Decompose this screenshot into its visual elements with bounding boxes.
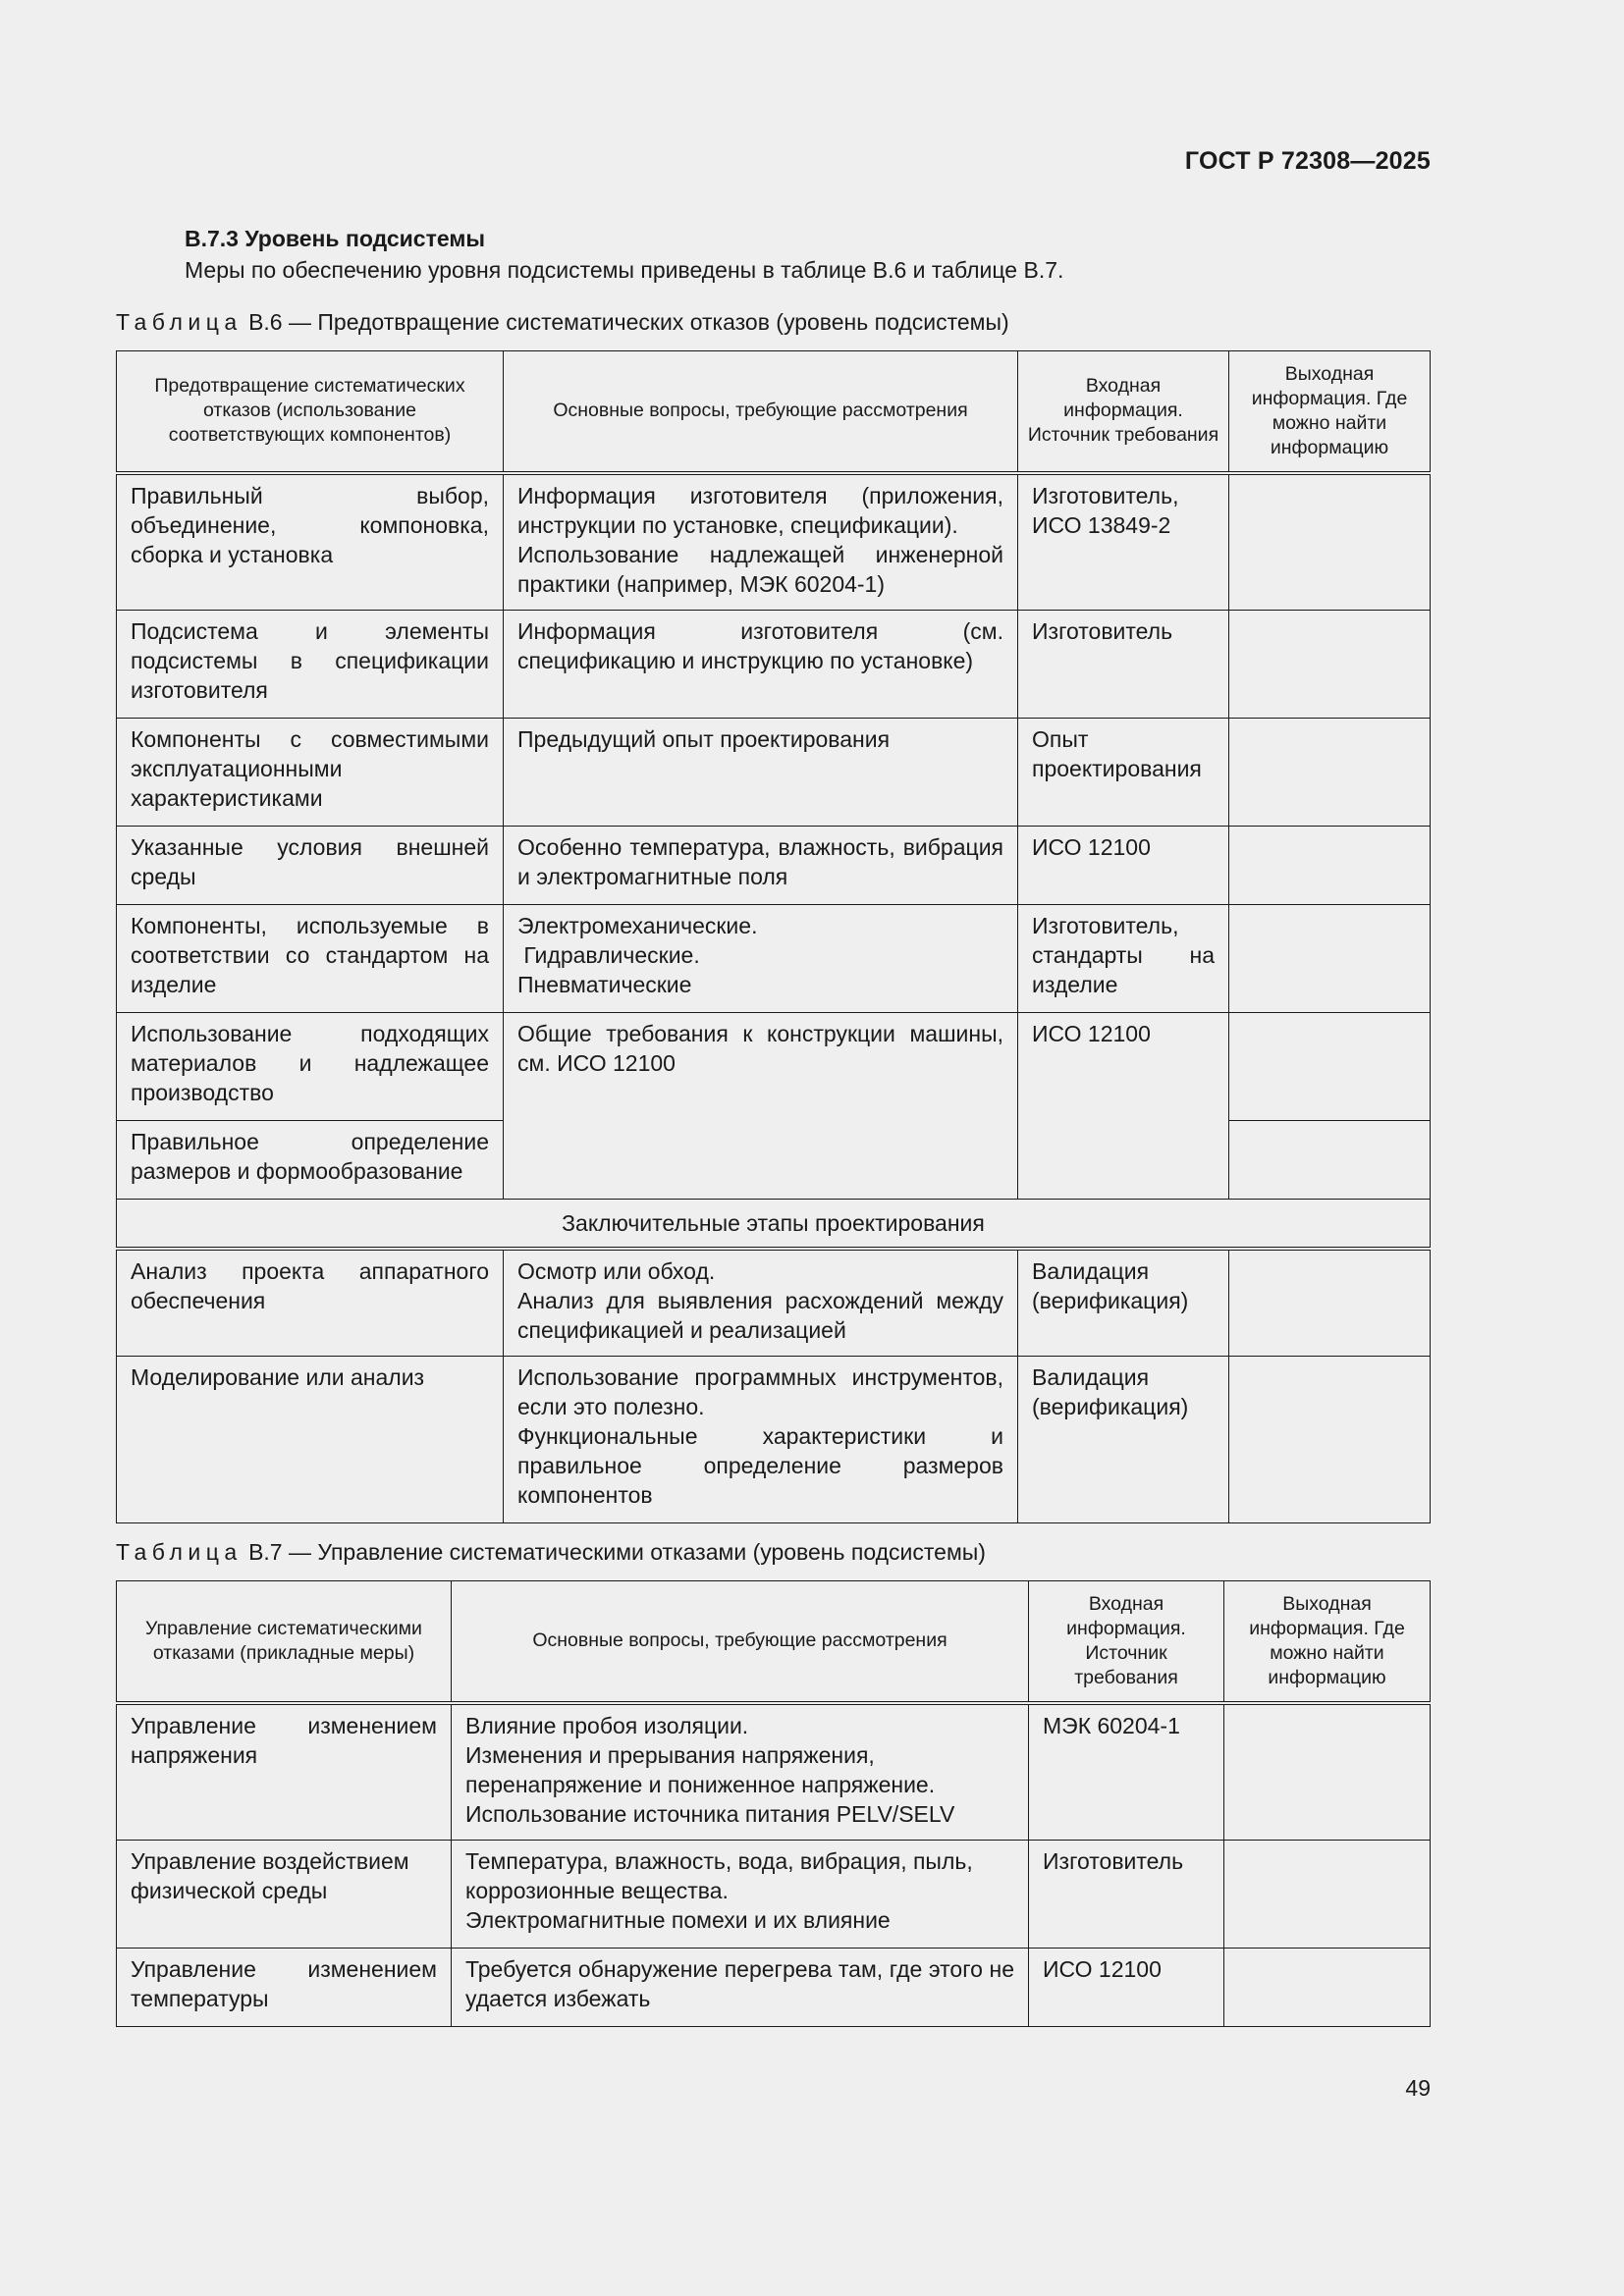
table6-cell-measure: Указанные условия внешней среды [117, 827, 504, 905]
table-b6 [116, 350, 1431, 1523]
table6-cell-measure: Правильное определение размеров и формообразование [117, 1121, 504, 1200]
table6-cell-questions [504, 1357, 1018, 1523]
table6-cell-questions [504, 827, 1018, 905]
table-row [117, 1841, 1431, 1949]
table-row [117, 905, 1431, 1013]
table-row [117, 611, 1431, 719]
table6-cell-questions [504, 611, 1018, 719]
table-row [117, 473, 1431, 611]
table6-cell-measure: Компоненты с совместимыми эксплуатационными характеристиками [117, 719, 504, 827]
table7-cell-output [1224, 1841, 1431, 1949]
table6-caption-word: Таблица [116, 309, 243, 335]
table6-cell-measure: Подсистема и элементы подсистемы в спецификации изготовителя [117, 611, 504, 719]
table6-cell-questions [504, 905, 1018, 1013]
table7-cell-questions [452, 1949, 1029, 2027]
table6-cell-measure: Анализ проекта аппаратного обеспечения [117, 1249, 504, 1357]
table7-caption-word: Таблица [116, 1539, 243, 1565]
table-subheader-row [117, 1200, 1431, 1249]
table6-cell-questions [504, 1249, 1018, 1357]
table6-cell-output [1229, 1249, 1431, 1357]
cell-line: Предыдущий опыт проектирования [517, 726, 891, 752]
table6-cell-input: Изготовитель, ИСО 13849-2 [1018, 473, 1229, 611]
cell-line: Использование надлежащей инженерной практики (например, МЭК 60204-1) [517, 541, 1003, 597]
table6-cell-questions [504, 719, 1018, 827]
table7-cell-measure: Управление изменением температуры [117, 1949, 452, 2027]
table6-header-input: Входная информация. Источник требования [1018, 351, 1229, 473]
cell-line: Функциональные характеристики и правильное определение размеров компонентов [517, 1423, 1003, 1508]
table7-cell-questions [452, 1703, 1029, 1841]
table7-cell-output [1224, 1949, 1431, 2027]
cell-line: Пневматические [517, 972, 692, 997]
cell-line: Анализ для выявления расхождений между спецификацией и реализацией [517, 1287, 1003, 1343]
table6-caption-text: В.6 — Предотвращение систематических отказов (уровень подсистемы) [248, 309, 1009, 335]
cell-line: Информация изготовителя (приложения, инструкции по установке, спецификации). [517, 482, 1003, 538]
table7-caption [116, 1539, 986, 1566]
table-row [117, 1013, 1431, 1121]
table-row [117, 1949, 1431, 2027]
table-row [117, 1703, 1431, 1841]
cell-line: Гидравлические. [517, 942, 700, 968]
table7-header-input: Входная информация. Источник требования [1029, 1581, 1224, 1703]
table6-cell-output [1229, 719, 1431, 827]
table6-cell-output [1229, 1121, 1431, 1200]
table6-cell-measure: Моделирование или анализ [117, 1357, 504, 1523]
table-b7 [116, 1580, 1431, 2027]
table6-cell-input: Изготовитель [1018, 611, 1229, 719]
table6-cell-measure: Компоненты, используемые в соответствии со стандартом на изделие [117, 905, 504, 1013]
table6-cell-input: ИСО 12100 [1018, 1013, 1229, 1200]
cell-line: Влияние пробоя изоляции. [465, 1712, 749, 1738]
table6-cell-questions [504, 1013, 1018, 1200]
table7-cell-measure: Управление воздействием физической среды [117, 1841, 452, 1949]
table7-cell-questions [452, 1841, 1029, 1949]
table7-cell-output [1224, 1703, 1431, 1841]
section-title: В.7.3 Уровень подсистемы [185, 226, 486, 251]
cell-line: Осмотр или обход. [517, 1257, 716, 1284]
standard-code: ГОСТ Р 72308—2025 [1184, 147, 1431, 175]
table6-cell-measure: Правильный выбор, объединение, компоновка, сборка и установка [117, 473, 504, 611]
table6-cell-output [1229, 473, 1431, 611]
table6-cell-output [1229, 1013, 1431, 1121]
cell-line: Общие требования к конструкции машины, см. ИСО 12100 [517, 1021, 1003, 1076]
table6-cell-output [1229, 1357, 1431, 1523]
table-row [117, 827, 1431, 905]
table6-cell-output [1229, 611, 1431, 719]
table7-cell-input: МЭК 60204-1 [1029, 1703, 1224, 1841]
table6-cell-measure: Использование подходящих материалов и надлежащее производство [117, 1013, 504, 1121]
section-text: Меры по обеспечению уровня подсистемы приведены в таблице В.6 и таблице В.7. [185, 257, 1064, 283]
table7-cell-input: Изготовитель [1029, 1841, 1224, 1949]
table7-header-control: Управление систематическими отказами (прикладные меры) [117, 1581, 452, 1703]
table6-header-questions: Основные вопросы, требующие рассмотрения [504, 351, 1018, 473]
table6-cell-input: Валидация (верификация) [1018, 1249, 1229, 1357]
table6-cell-questions [504, 473, 1018, 611]
cell-line: Температура, влажность, вода, вибрация, пыль, коррозионные вещества. [465, 1848, 973, 1903]
cell-line: Использование программных инструментов, если это полезно. [517, 1364, 1003, 1419]
table6-cell-input: Валидация (верификация) [1018, 1357, 1229, 1523]
table6-header-output: Выходная информация. Где можно найти информацию [1229, 351, 1431, 473]
cell-line: Изменения и прерывания напряжения, перенапряжение и пониженное напряжение. [465, 1741, 936, 1797]
cell-line: Требуется обнаружение перегрева там, где этого не удается избежать [465, 1956, 1014, 2011]
table6-caption [116, 309, 1009, 336]
table6-cell-input: ИСО 12100 [1018, 827, 1229, 905]
table7-caption-text: В.7 — Управление систематическими отказами (уровень подсистемы) [248, 1539, 986, 1565]
table6-cell-output [1229, 905, 1431, 1013]
table7-header-questions: Основные вопросы, требующие рассмотрения [452, 1581, 1029, 1703]
page-number: 49 [1405, 2075, 1431, 2101]
table-row [117, 1249, 1431, 1357]
cell-line: Информация изготовителя (см. спецификацию и инструкцию по установке) [517, 618, 1003, 673]
table6-subheader: Заключительные этапы проектирования [117, 1200, 1431, 1249]
table7-header-output: Выходная информация. Где можно найти информацию [1224, 1581, 1431, 1703]
table6-cell-output [1229, 827, 1431, 905]
table7-cell-measure: Управление изменением напряжения [117, 1703, 452, 1841]
table6-header-prevention: Предотвращение систематических отказов (использование соответствующих компонентов) [117, 351, 504, 473]
cell-line: Электромеханические. [517, 913, 758, 938]
cell-line: Использование источника питания PELV/SELV [465, 1800, 955, 1827]
cell-line: Особенно температура, влажность, вибрация и электромагнитные поля [517, 834, 1003, 889]
table6-cell-input: Изготовитель, стандарты на изделие [1018, 905, 1229, 1013]
table7-cell-input: ИСО 12100 [1029, 1949, 1224, 2027]
cell-line: Электромагнитные помехи и их влияние [465, 1907, 891, 1933]
table6-cell-input: Опыт проектирования [1018, 719, 1229, 827]
table-row [117, 1357, 1431, 1523]
table-row [117, 719, 1431, 827]
